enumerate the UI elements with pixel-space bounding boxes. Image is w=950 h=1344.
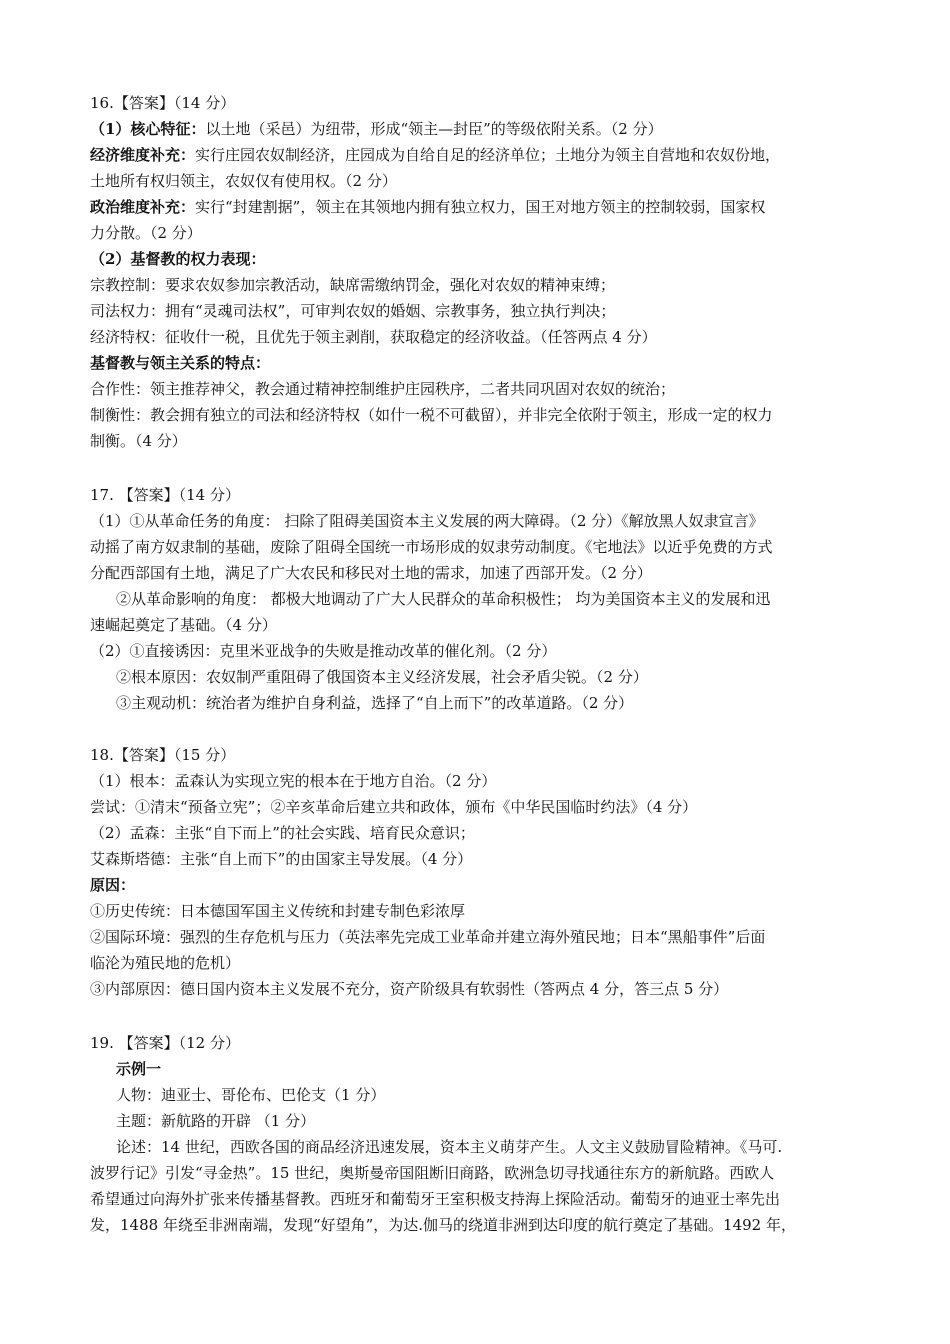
q19-theme: 主题：新航路的开辟 （1 分） xyxy=(116,1112,316,1130)
q17-part2-line1: （2）①直接诱因：克里米亚战争的失败是推动改革的催化剂。（2 分） xyxy=(90,642,557,660)
q16-core-feature xyxy=(90,116,663,142)
q18-line3: （2）孟森：主张“自下而上”的社会实践、培育民众意识； xyxy=(90,824,475,842)
q16-econ-line1 xyxy=(90,142,780,168)
q19-people: 人物：迪亚士、哥伦布、巴伦支（1 分） xyxy=(116,1086,386,1104)
q16-core-text: 以土地（采邑）为纽带，形成“领主—封臣”的等级依附关系。（2 分） xyxy=(205,120,663,138)
q19-argument-line4: 发，1488 年绕至非洲南端，发现“好望角”，为达.伽马的绕道非洲到达印度的航行奠定了基础。1492 年， xyxy=(90,1216,796,1234)
q16-econ-label: 经济维度补充： xyxy=(90,146,196,164)
q17-part1-line1: （1）①从革命任务的角度： 扫除了阻碍美国资本主义发展的两大障碍。（2 分）《解放黑人奴隶宣言》 xyxy=(90,512,764,530)
q16-church-item-3: 经济特权：征收什一税，且优先于领主剥削，获取稳定的经济收益。（任答两点 4 分） xyxy=(90,328,657,346)
q16-pol-line2: 力分散。（2 分） xyxy=(90,224,202,242)
q16-church-heading: （2）基督教的权力表现： xyxy=(90,250,266,268)
q17-part1-line4: ②从革命影响的角度： 都极大地调动了广大人民群众的革命积极性； 均为美国资本主义的发展和迅 xyxy=(116,590,771,608)
q16-core-label: （1）核心特征： xyxy=(90,120,206,138)
q16-church-item-1: 宗教控制：要求农奴参加宗教活动，缺席需缴纳罚金，强化对农奴的精神束缚； xyxy=(90,276,616,294)
q17-part1-line2: 动摇了南方奴隶制的基础，废除了阻碍全国统一市场形成的奴隶劳动制度。《宅地法》以近乎免费的方式 xyxy=(90,538,773,556)
q16-pol-label: 政治维度补充： xyxy=(90,198,196,216)
q17-part1-line3: 分配西部国有土地，满足了广大农民和移民对土地的需求，加速了西部开发。（2 分） xyxy=(90,564,652,582)
q17-part2-line3: ③主观动机：统治者为维护自身利益，选择了“自上而下”的改革道路。（2 分） xyxy=(116,694,634,712)
q16-relation-heading: 基督教与领主关系的特点： xyxy=(90,354,271,372)
q18-reason-heading: 原因： xyxy=(90,876,136,894)
q18-line4: 艾森斯塔德：主张“自上而下”的由国家主导发展。（4 分） xyxy=(90,850,473,868)
q16-econ-text1: 实行庄园农奴制经济，庄园成为自给自足的经济单位；土地分为领主自营地和农奴份地， xyxy=(195,146,781,164)
q16-pol-text1: 实行“封建割据”，领主在其领地内拥有独立权力，国王对地方领主的控制较弱，国家权 xyxy=(195,198,766,216)
q18-reason-3: ③内部原因：德日国内资本主义发展不充分，资产阶级具有软弱性（答两点 4 分，答三点 5 分） xyxy=(90,980,729,998)
q19-header: 19. 【答案】（12 分） xyxy=(90,1034,240,1052)
q16-econ-line2: 土地所有权归领主，农奴仅有使用权。（2 分） xyxy=(90,172,397,190)
q16-relation-item-2-cont: 制衡。（4 分） xyxy=(90,432,187,450)
q18-reason-2-cont: 临沦为殖民地的危机） xyxy=(90,954,241,972)
q19-example-heading: 示例一 xyxy=(116,1060,162,1078)
q19-argument-line2: 波罗行记》引发“寻金热”。15 世纪，奥斯曼帝国阻断旧商路，欧洲急切寻找通往东方的新航路。西欧人 xyxy=(90,1164,775,1182)
q16-pol-line1 xyxy=(90,194,765,220)
q17-part1-line5: 速崛起奠定了基础。（4 分） xyxy=(90,616,277,634)
q18-header: 18.【答案】（15 分） xyxy=(90,746,236,764)
q18-reason-2: ②国际环境：强烈的生存危机与压力（英法率先完成工业革命并建立海外殖民地；日本“黑船事件”后面 xyxy=(90,928,766,946)
q18-reason-1: ①历史传统：日本德国军国主义传统和封建专制色彩浓厚 xyxy=(90,902,466,920)
q18-line1: （1）根本：孟森认为实现立宪的根本在于地方自治。（2 分） xyxy=(90,772,497,790)
q16-relation-item-1: 合作性：领主推荐神父，教会通过精神控制维护庄园秩序，二者共同巩固对农奴的统治； xyxy=(90,380,676,398)
q17-header: 17. 【答案】（14 分） xyxy=(90,486,240,504)
q18-line2: 尝试：①清末“预备立宪”；②辛亥革命后建立共和政体，颁布《中华民国临时约法》（4 分） xyxy=(90,798,698,816)
q17-part2-line2: ②根本原因：农奴制严重阻碍了俄国资本主义经济发展，社会矛盾尖锐。（2 分） xyxy=(116,668,648,686)
q16-church-item-2: 司法权力：拥有“灵魂司法权”，可审判农奴的婚姻、宗教事务，独立执行判决； xyxy=(90,302,616,320)
q19-argument-line1: 论述：14 世纪，西欧各国的商品经济迅速发展，资本主义萌芽产生。人文主义鼓励冒险精神。《马可. xyxy=(116,1138,783,1156)
q16-header: 16.【答案】（14 分） xyxy=(90,94,236,112)
q19-argument-line3: 希望通过向海外扩张来传播基督教。西班牙和葡萄牙王室积极支持海上探险活动。葡萄牙的迪亚士率先出 xyxy=(90,1190,781,1208)
q16-relation-item-2: 制衡性：教会拥有独立的司法和经济特权（如什一税不可截留），并非完全依附于领主，形成一定的权力 xyxy=(90,406,773,424)
